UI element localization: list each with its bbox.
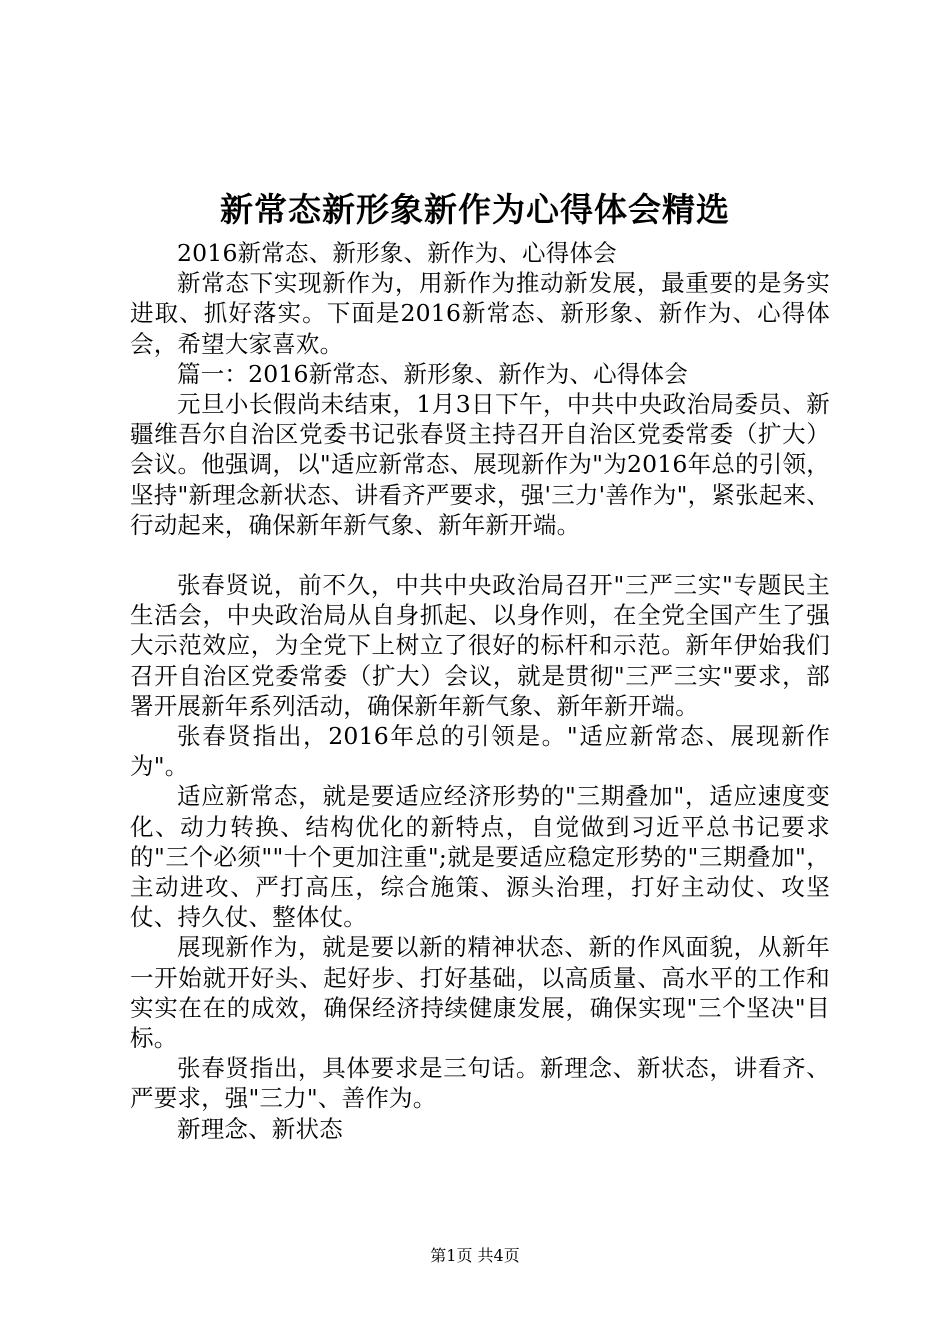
paragraph: 元旦小长假尚未结束，1月3日下午，中共中央政治局委员、新疆维吾尔自治区党委书记张春贤主持召开自治区党委常委（扩大）会议。他强调，以"适应新常态、展现新作为"为2016年总的引领，坚持"新理念新状态、讲看齐严要求，强'三力'善作为"，紧张起来、行动起来，确保新年新气象、新年新开端。 <box>130 390 830 539</box>
paragraph: 适应新常态，就是要适应经济形势的"三期叠加"，适应速度变化、动力转换、结构优化的新特点，自觉做到习近平总书记要求的"三个必须""十个更加注重";就是要适应稳定形势的"三期叠加"，主动进攻、严打高压，综合施策、源头治理，打好主动仗、攻坚仗、持久仗、整体仗。 <box>130 782 830 932</box>
document-title: 新常态新形象新作为心得体会精选 <box>220 190 730 229</box>
paragraph: 新常态下实现新作为，用新作为推动新发展，最重要的是务实进取、抓好落实。下面是2016新常态、新形象、新作为、心得体会，希望大家喜欢。 <box>130 269 830 358</box>
paragraph: 张春贤指出，具体要求是三句话。新理念、新状态，讲看齐、严要求，强"三力"、善作为。 <box>130 1054 830 1113</box>
paragraph: 张春贤指出，2016年总的引领是。"适应新常态、展现新作为"。 <box>130 722 830 781</box>
paragraph: 展现新作为，就是要以新的精神状态、新的作风面貌，从新年一开始就开好头、起好步、打好基础，以高质量、高水平的工作和实实在在的成效，确保经济持续健康发展，确保实现"三个坚决"目标。 <box>130 933 830 1053</box>
paragraph: 篇一：2016新常态、新形象、新作为、心得体会 <box>177 359 688 388</box>
paragraph: 2016新常态、新形象、新作为、心得体会 <box>177 239 617 267</box>
document-body <box>130 238 830 1144</box>
page-number-footer: 第1页 共4页 <box>430 1246 520 1265</box>
paragraph: 新理念、新状态 <box>177 1114 343 1143</box>
paragraph: 张春贤说，前不久，中共中央政治局召开"三严三实"专题民主生活会，中央政治局从自身抓起、以身作则，在全党全国产生了强大示范效应，为全党下上树立了很好的标杆和示范。新年伊始我们召开自治区党委常委（扩大）会议，就是贯彻"三严三实"要求，部署开展新年系列活动，确保新年新气象、新年新开端。 <box>130 571 830 720</box>
